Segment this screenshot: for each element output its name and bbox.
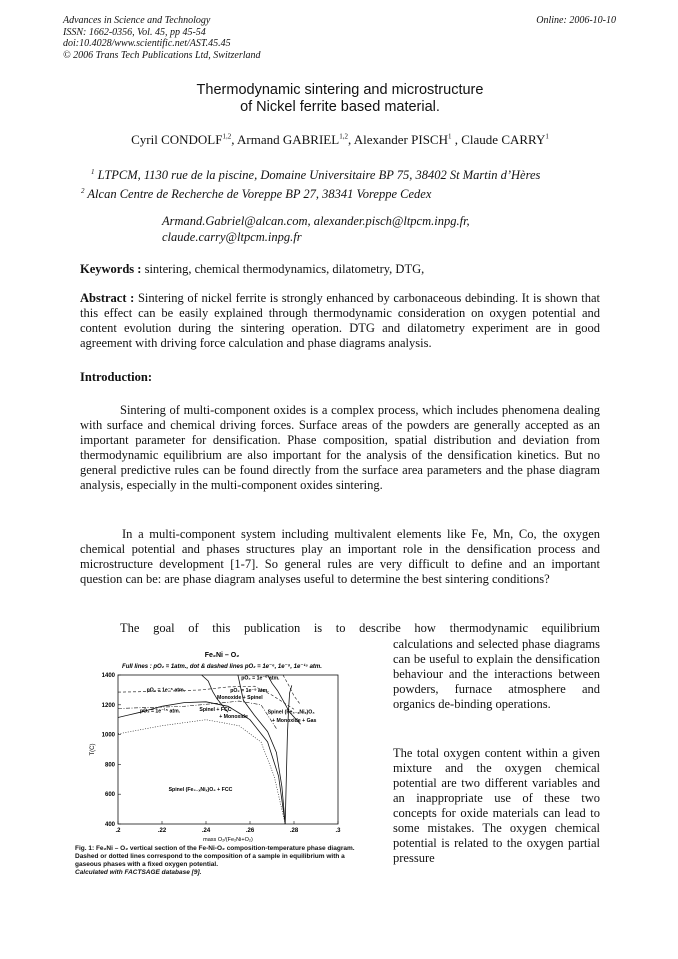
y-tick-label: 1000 (101, 732, 115, 739)
caption-source: Calculated with FACTSAGE database [9]. (75, 869, 202, 876)
affiliations (81, 164, 541, 202)
author-list: Cyril CONDOLF$^{1,2}$, Armand GABRIEL$^{1,2}$, Alexander PISCH$^1$ , Claude CARRY$^1$ (131, 132, 549, 147)
intro-paragraph-4: The total oxygen content within a given mixture and the oxygen chemical potential are two different variables and an inappropriate use of these two concepts for oxide materials can lead to some mistakes. The oxygen chemical potential is related to the oxygen partial pressure (393, 746, 600, 865)
x-tick-label: .26 (245, 828, 255, 834)
caption-text: Fig. 1: Fe₂Ni – O₂ vertical section of the Fe-Ni-O₂ composition-temperature phase diagram. Dashed or dotted lines correspond to the composition of a sample in equilibrium with a gaseous phases with a fixed oxygen potential. (75, 845, 355, 868)
chart-annotation: pO₂ = 1e⁻¹⁵ atm. (140, 708, 181, 715)
keywords-text: sintering, chemical thermodynamics, dilatometry, DTG, (144, 262, 425, 276)
intro-paragraph-3-start (80, 621, 600, 636)
series-line (283, 675, 301, 705)
x-axis-label: mass O₂/(Fe₂Ni+O₂) (203, 837, 253, 843)
chart-title: Fe₂Ni – O₂ (204, 652, 240, 659)
intro-p3-start-text: The goal of this publication is to describe how thermodynamic equilibrium (120, 621, 600, 635)
series-line (118, 702, 285, 824)
plot-area (90, 673, 341, 843)
y-tick-label: 400 (104, 822, 115, 828)
title-line-2: of Nickel ferrite based material. (240, 99, 440, 115)
affiliation-text: LTPCM, 1130 rue de la piscine, Domaine Universitaire BP 75, 38402 St Martin d’Hères (97, 168, 541, 183)
chart-subtitle: Full lines : pO₂ = 1atm., dot & dashed lines pO₂ = 1e⁻⁶, 1e⁻⁹, 1e⁻¹⁵ atm. (122, 664, 322, 670)
issn: ISSN: 1662-0356, Vol. 45, pp 45-54 (63, 26, 206, 38)
journal-header (63, 15, 261, 61)
copyright: © 2006 Trans Tech Publications Ltd, Switzerland (63, 49, 261, 61)
author-name: Cyril CONDOLF (131, 132, 223, 147)
abstract-text: Sintering of nickel ferrite is strongly enhanced by carbonaceous debinding. It is shown that this effect can be easily explained through thermodynamic consideration on oxygen potential and content evolution during the sintering operation. DTG and dilatometry experiment are in good agreement with driving force calculation and phase diagrams analysis. (80, 291, 600, 350)
affiliation-text: Alcan Centre de Recherche de Voreppe BP 27, 38341 Voreppe Cedex (87, 187, 432, 202)
y-tick-label: 600 (104, 792, 115, 799)
abstract (80, 291, 600, 351)
series-line (118, 701, 276, 729)
chart-annotation: Monoxide + Spinel (217, 694, 263, 701)
email-line-2[interactable]: claude.carry@ltpcm.inpg.fr (162, 230, 302, 244)
title-line-1: Thermodynamic sintering and microstructure (196, 82, 484, 98)
chart-annotation: + Monoxide (219, 714, 248, 721)
keywords-label: Keywords : (80, 262, 142, 276)
intro-p2-text: In a multi-component system including multivalent elements like Fe, Mn, Co, the oxygen chemical potential and phases structures play an important role in the densification process and microstructure development [1-7]. So general rules are very difficult to define and an important question can be: are phase diagram analyses useful to determine the best sintering conditions? (80, 527, 600, 586)
intro-paragraph-1 (80, 403, 600, 493)
author-sup: 1,2 (339, 132, 348, 141)
y-tick-label: 1400 (101, 673, 115, 679)
intro-paragraph-2 (80, 527, 600, 587)
section-heading-introduction: Introduction: (80, 370, 153, 384)
x-tick-label: .3 (335, 828, 341, 834)
chart-annotation: pO₂ = 1e⁻⁹ atm. (230, 688, 269, 695)
journal-name: Advances in Science and Technology (63, 15, 211, 26)
chart-annotation: Spinel + FCC (199, 706, 232, 713)
author-sup: 1,2 (222, 132, 232, 141)
y-tick-label: 1200 (101, 702, 115, 709)
abstract-label: Abstract : (80, 291, 135, 305)
x-tick-label: .28 (289, 828, 299, 834)
intro-p1-text: Sintering of multi-component oxides is a complex process, which includes phenomena dealing with surface and chemical driving forces. Surface areas of the powders are generally accepted as an important parameter for densification. Phase composition, spatial distribution and deviation from thermodynamic equilibrium are also important for the analysis of the densification kinetics. But no general predictive rules can be found directly from the surface area parameters and the phase diagram analysis, especially in the multi-component oxides sintering. (80, 403, 600, 492)
author-emails (162, 213, 470, 245)
author-name: Armand GABRIEL (237, 132, 340, 147)
affiliation-num: 1 (91, 168, 95, 176)
doi: doi:10.4028/www.scientific.net/AST.45.45 (63, 38, 231, 49)
series-line (118, 720, 285, 824)
chart-annotation: pO₂ = 1e⁻⁶ atm. (146, 687, 186, 694)
author-name: Claude CARRY (461, 132, 546, 147)
keywords (80, 262, 600, 277)
x-tick-label: .24 (201, 828, 211, 834)
x-tick-label: .2 (115, 828, 121, 834)
chart-annotation: Spinel (Fe₃₋ₓNiₓ)O₄ + FCC (168, 787, 233, 794)
author-name: Alexander PISCH (353, 132, 448, 147)
x-tick-label: .22 (157, 828, 167, 834)
author-sup: 1 (448, 132, 452, 141)
y-tick-label: 800 (104, 762, 115, 769)
email-line-1[interactable]: Armand.Gabriel@alcan.com, alexander.pisch@ltpcm.inpg.fr, (162, 214, 470, 228)
phase-diagram-figure (72, 645, 362, 845)
paper-title (60, 82, 620, 116)
intro-paragraph-3-rest: calculations and selected phase diagrams can be useful to explain the densification behaviour and the interactions between powders, furnace atmosphere and organics de-binding operations. (393, 637, 600, 711)
affiliation-num: 2 (81, 187, 85, 196)
author-sup: 1 (545, 132, 549, 141)
affiliation-1 (90, 164, 540, 183)
chart-annotation: Spinel (Fe₃₋ₓNiₓ)O₄ (267, 709, 315, 716)
online-date: Online: 2006-10-10 (536, 15, 616, 26)
figure-caption (75, 845, 360, 877)
chart-annotation: pO₂ = 1e⁻⁰ atm. (241, 675, 280, 682)
chart-annotation: + Monoxide + Gas (272, 717, 317, 724)
affiliation-2 (81, 183, 540, 202)
series-line (268, 675, 301, 724)
y-axis-label: T(C) (90, 743, 96, 756)
